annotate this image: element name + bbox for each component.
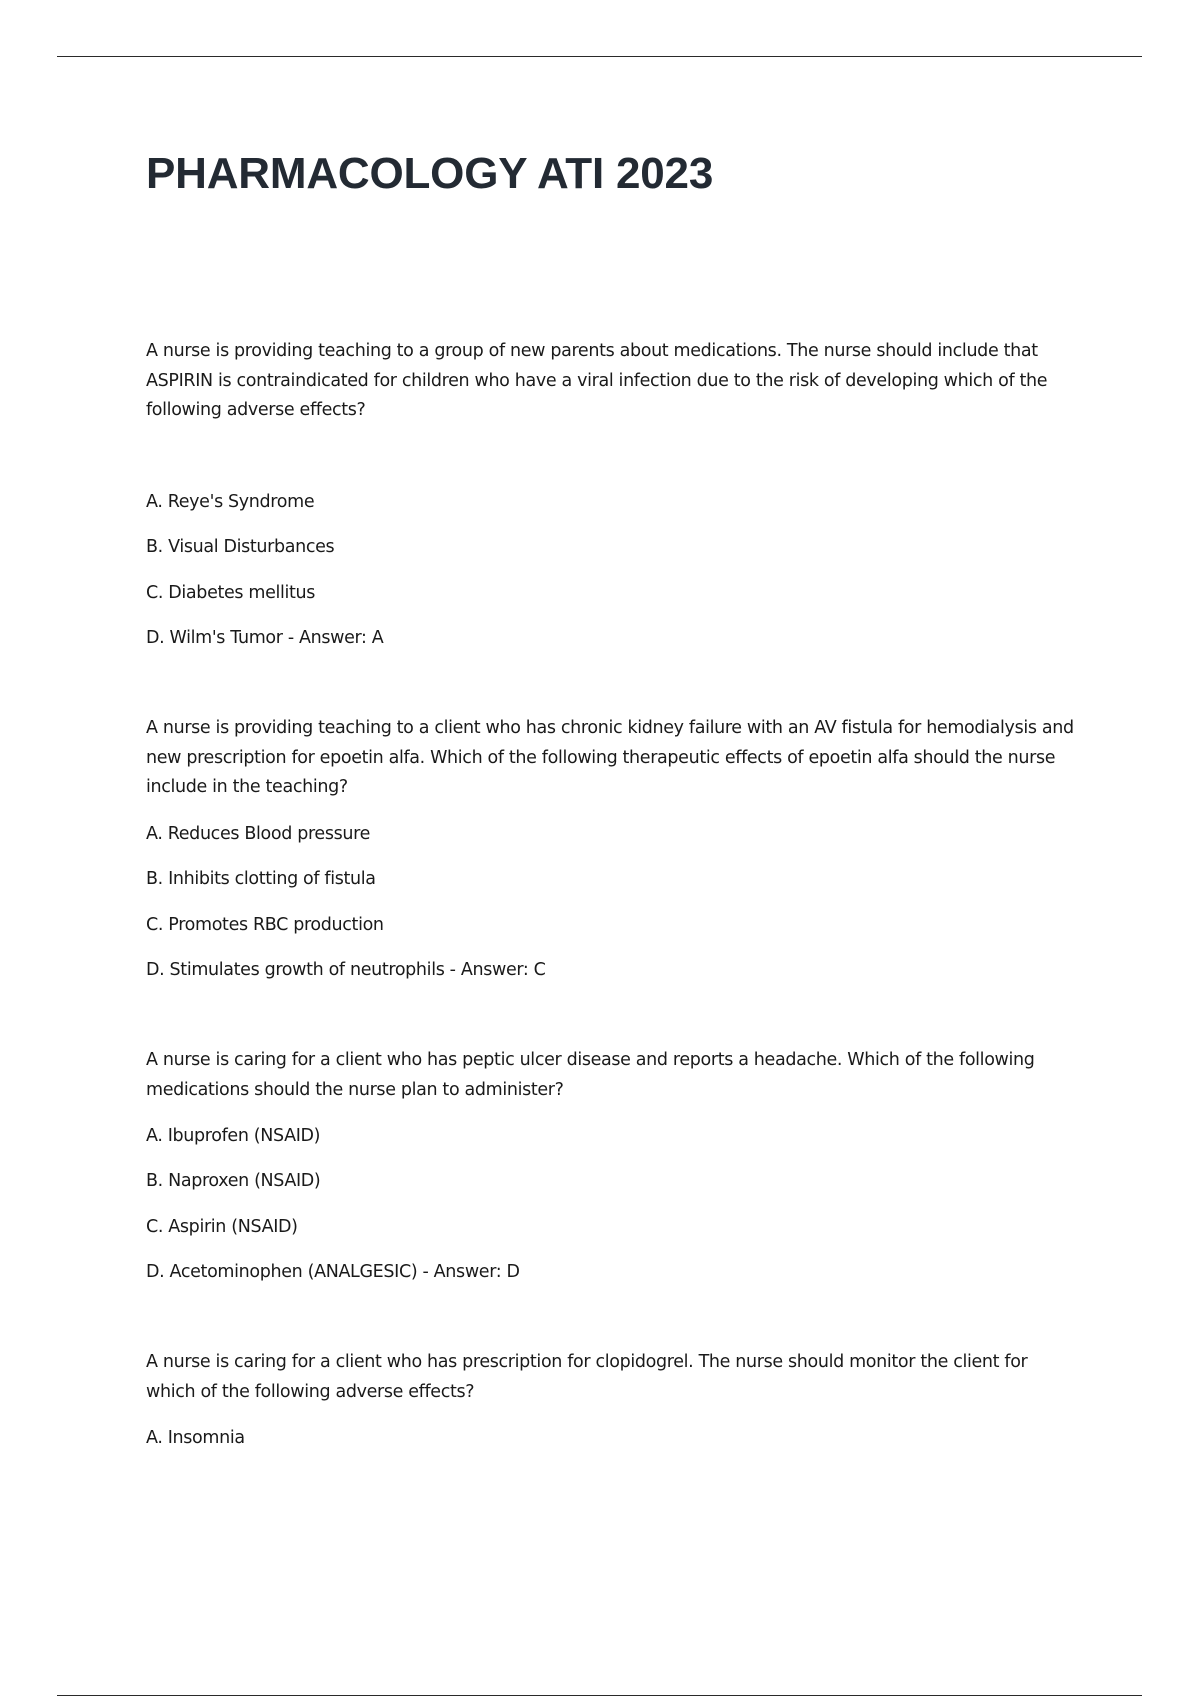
question-3-option-b: B. Naproxen (NSAID)	[146, 1171, 321, 1191]
question-3-text: A nurse is caring for a client who has peptic ulcer disease and reports a headache. Which of the following medications should the nurse plan to administer?	[146, 1050, 1035, 1100]
question-2-option-b: B. Inhibits clotting of fistula	[146, 869, 376, 889]
question-2-text: A nurse is providing teaching to a client who has chronic kidney failure with an AV fistula for hemodialysis and new prescription for epoetin alfa. Which of the following therapeutic effects of epoetin alfa should the nurse include in the teaching?	[146, 718, 1074, 797]
question-1-option-a: A. Reye's Syndrome	[146, 492, 315, 512]
question-3-option-a: A. Ibuprofen (NSAID)	[146, 1126, 321, 1146]
question-2-option-c: C. Promotes RBC production	[146, 915, 384, 935]
question-2-option-a: A. Reduces Blood pressure	[146, 824, 370, 844]
top-rule	[57, 56, 1142, 57]
question-2-option-d: D. Stimulates growth of neutrophils - Answer: C	[146, 960, 546, 980]
document-title: PHARMACOLOGY ATI 2023	[146, 149, 714, 198]
question-1-option-c: C. Diabetes mellitus	[146, 583, 316, 603]
question-1-option-d: D. Wilm's Tumor - Answer: A	[146, 628, 384, 648]
question-4-option-a: A. Insomnia	[146, 1428, 245, 1448]
question-1-option-b: B. Visual Disturbances	[146, 537, 335, 557]
question-3-option-c: C. Aspirin (NSAID)	[146, 1217, 298, 1237]
question-4-text: A nurse is caring for a client who has prescription for clopidogrel. The nurse should monitor the client for which of the following adverse effects?	[146, 1352, 1028, 1402]
question-3-option-d: D. Acetominophen (ANALGESIC) - Answer: D	[146, 1262, 520, 1282]
question-1-text: A nurse is providing teaching to a group of new parents about medications. The nurse should include that ASPIRIN is contraindicated for children who have a viral infection due to the risk of developing which of the following adverse effects?	[146, 341, 1048, 420]
bottom-rule	[57, 1695, 1142, 1696]
